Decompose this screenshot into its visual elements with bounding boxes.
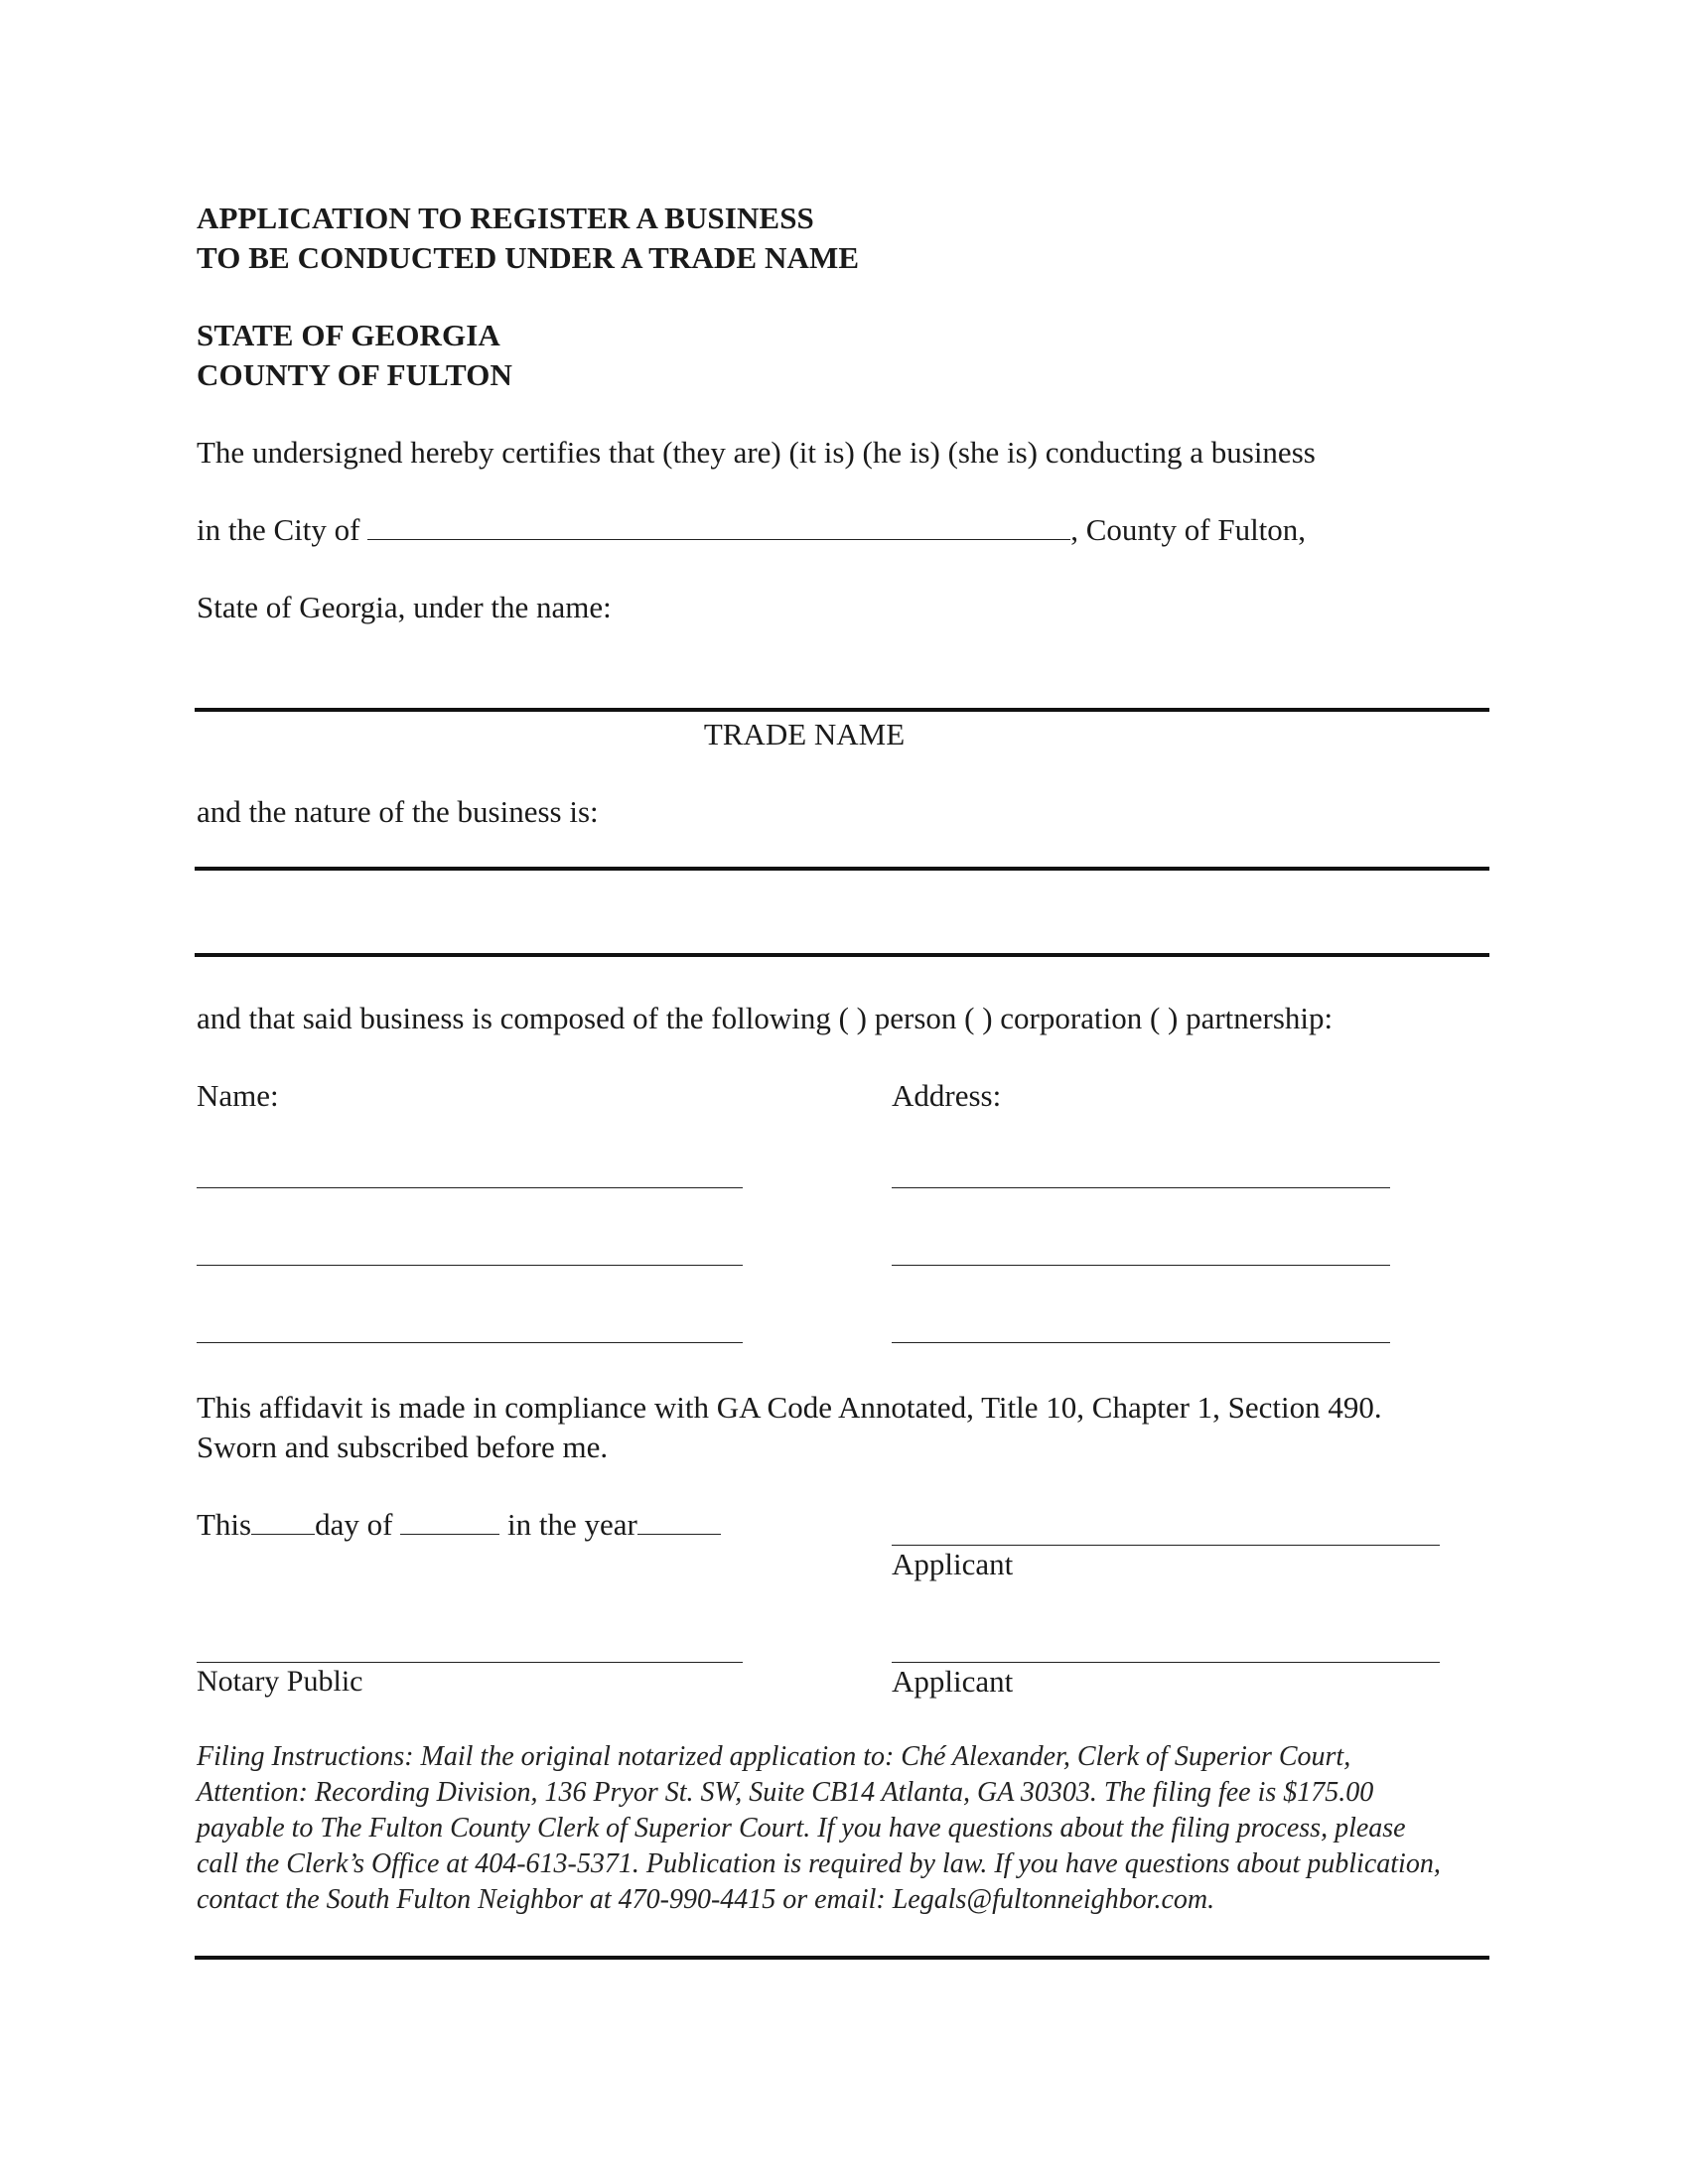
filing-instructions: Filing Instructions: Mail the original notarized application to: Ché Alexander, Clerk of Superior Court, Attention: Recording Division, 136 Pryor St. SW, Suite CB14 Atlanta, GA 30303. The filing fee is $175.00 payable to The Fulton County Clerk of Superior Court. If you have questions about the filing process, please call the Clerk’s Office at 404-613-5371. Publication is required by law. If you have questions about publication, contact the South Fulton Neighbor at 470-990-4415 or email: Legals@fultonneighbor.com.: [197, 1741, 1441, 1915]
footer-rule: [195, 1956, 1489, 1960]
name-field-1[interactable]: [197, 1187, 743, 1188]
affidavit-compliance: This affidavit is made in compliance with GA Code Annotated, Title 10, Chapter 1, Section 490.: [197, 1390, 1382, 1425]
name-field-3[interactable]: [197, 1342, 743, 1343]
name-column-header: Name:: [197, 1078, 279, 1113]
city-suffix: , County of Fulton,: [1070, 512, 1307, 547]
form-title-line1: APPLICATION TO REGISTER A BUSINESS: [197, 201, 814, 235]
month-blank[interactable]: [400, 1510, 499, 1535]
year-blank[interactable]: [637, 1510, 721, 1535]
address-column-header: Address:: [892, 1078, 1002, 1113]
date-line: [197, 1505, 721, 1545]
nature-line-1[interactable]: [195, 867, 1489, 871]
affidavit-sworn: Sworn and subscribed before me.: [197, 1430, 609, 1464]
trade-name-caption: TRADE NAME: [703, 717, 906, 751]
county-heading: COUNTY OF FULTON: [197, 357, 512, 392]
city-prefix: in the City of: [197, 512, 360, 547]
this-label: This: [197, 1507, 252, 1542]
trade-name-line[interactable]: [195, 708, 1489, 712]
certification-intro: The undersigned hereby certifies that (they are) (it is) (he is) (she is) conducting a business: [197, 435, 1316, 470]
applicant-label-1: Applicant: [892, 1547, 1014, 1581]
state-heading: STATE OF GEORGIA: [197, 318, 500, 352]
name-field-2[interactable]: [197, 1265, 743, 1266]
nature-line-2[interactable]: [195, 953, 1489, 957]
address-field-1[interactable]: [892, 1187, 1390, 1188]
day-blank[interactable]: [251, 1510, 315, 1535]
address-field-2[interactable]: [892, 1265, 1390, 1266]
composition-text: and that said business is composed of the following ( ) person ( ) corporation ( ) partnership:: [197, 1001, 1334, 1035]
address-field-3[interactable]: [892, 1342, 1390, 1343]
nature-label: and the nature of the business is:: [197, 794, 599, 829]
city-line: [197, 510, 1306, 550]
state-under-name: State of Georgia, under the name:: [197, 590, 612, 624]
notary-label: Notary Public: [197, 1665, 363, 1698]
in-year-label: in the year: [506, 1507, 637, 1542]
applicant-label-2: Applicant: [892, 1664, 1014, 1699]
day-of-label: day of: [315, 1507, 393, 1542]
city-blank[interactable]: [367, 515, 1070, 540]
form-title-line2: TO BE CONDUCTED UNDER A TRADE NAME: [197, 240, 860, 275]
